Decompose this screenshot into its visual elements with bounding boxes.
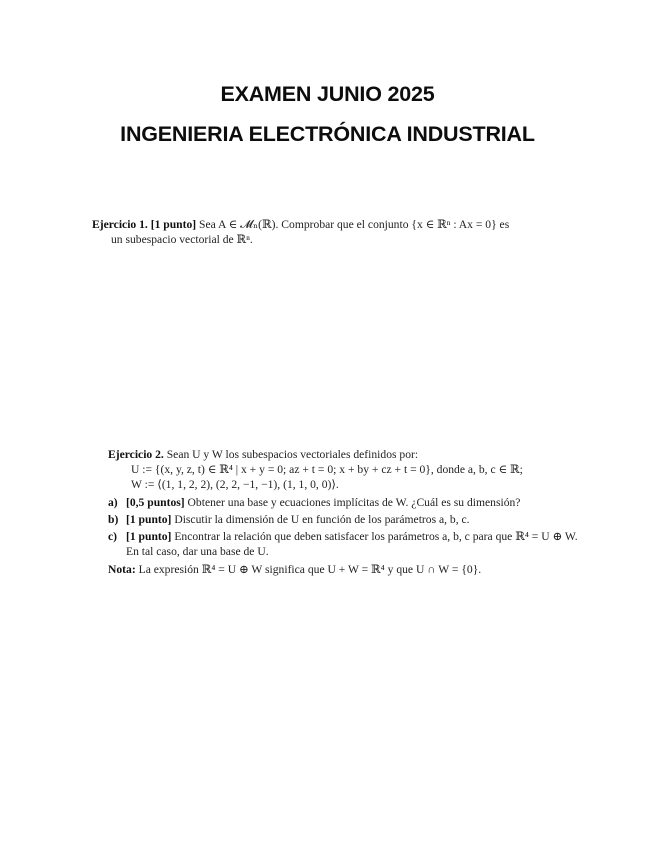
exam-subtitle: INGENIERIA ELECTRÓNICA INDUSTRIAL (120, 122, 535, 146)
item-c (108, 529, 588, 559)
item-c-body (126, 529, 588, 559)
item-a-letter: a) (108, 496, 118, 509)
item-b-letter: b) (108, 513, 119, 526)
definition-w: W := ⟨(1, 1, 2, 2), (2, 2, −1, −1), (1, 1, 0, 0)⟩. (131, 478, 339, 491)
exercise-1-statement-cont: un subespacio vectorial de ℝⁿ. (111, 233, 253, 246)
exercise-1-line-1 (92, 217, 562, 232)
definition-u: U := {(x, y, z, t) ∈ ℝ⁴ | x + y = 0; az + t = 0; x + by + cz + t = 0}, donde a, b, c ∈ ℝ; (131, 463, 523, 476)
item-b (108, 512, 588, 527)
item-c-text: Encontrar la relación que deben satisfacer los parámetros a, b, c para que ℝ⁴ = U ⊕ W. En tal caso, dar una base de U. (126, 530, 578, 558)
item-a-body (126, 495, 588, 510)
item-a-points: [0,5 puntos] (126, 496, 185, 509)
item-b-points: [1 punto] (126, 513, 172, 526)
note-text: La expresión ℝ⁴ = U ⊕ W significa que U + W = ℝ⁴ y que U ∩ W = {0}. (138, 563, 482, 576)
item-b-text: Discutir la dimensión de U en función de los parámetros a, b, c. (174, 513, 470, 526)
exam-title: EXAMEN JUNIO 2025 (220, 82, 435, 106)
exercise-1-statement: Sea A ∈ 𝓜ₙ(ℝ). Comprobar que el conjunto {x ∈ ℝⁿ : Ax = 0} es (199, 218, 510, 231)
exercise-1 (92, 217, 562, 247)
item-c-letter: c) (108, 530, 118, 543)
exercise-2-items (108, 495, 588, 559)
item-a-text: Obtener una base y ecuaciones implícitas de W. ¿Cuál es su dimensión? (187, 496, 521, 509)
exercise-2-intro-line (108, 447, 588, 462)
exercise-2 (108, 447, 588, 577)
item-c-points: [1 punto] (126, 530, 172, 543)
note (108, 562, 588, 577)
item-a (108, 495, 588, 510)
exercise-2-intro: Sean U y W los subespacios vectoriales definidos por: (166, 448, 419, 461)
item-b-body (126, 512, 588, 527)
exercise-1-label: Ejercicio 1. (92, 218, 148, 231)
exercise-1-points: [1 punto] (150, 218, 197, 231)
note-label: Nota: (108, 563, 136, 576)
exercise-2-label: Ejercicio 2. (108, 448, 164, 461)
